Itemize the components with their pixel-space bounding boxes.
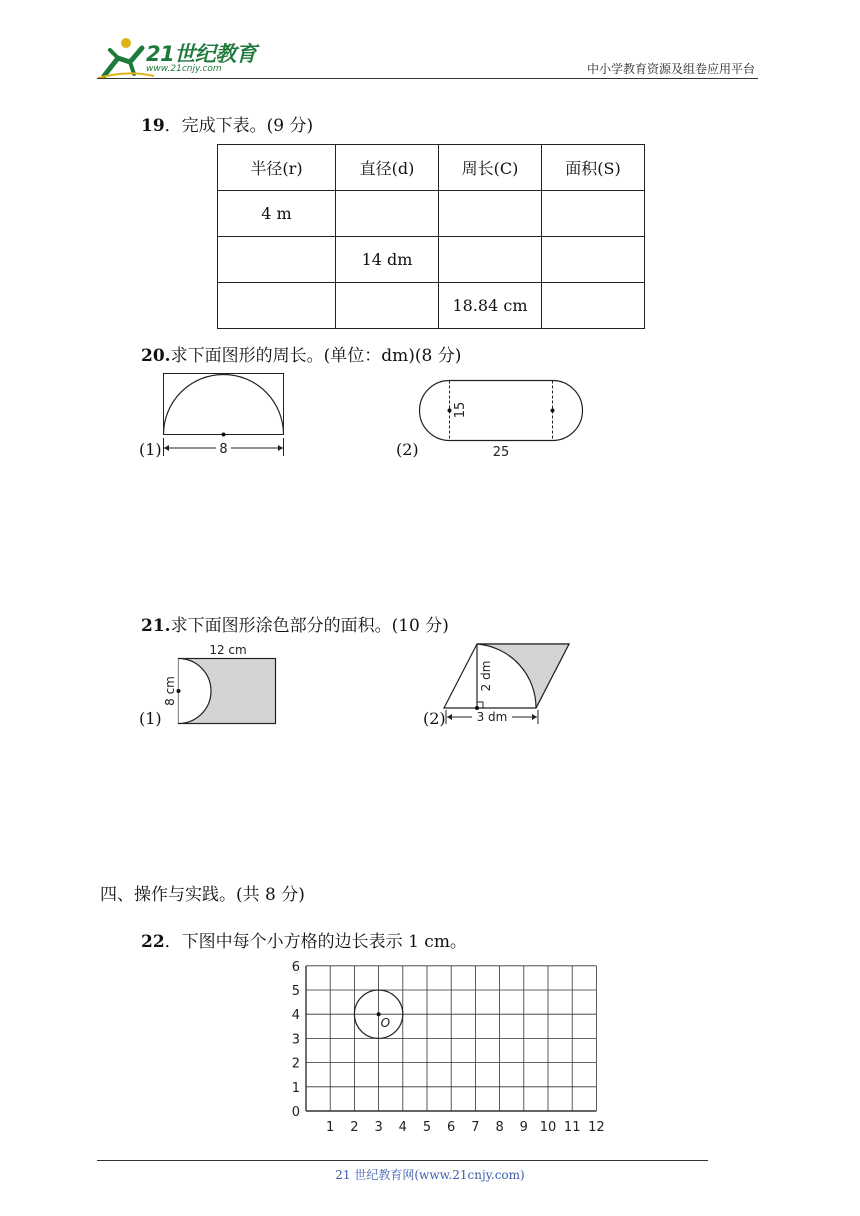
q22-text: ．下图中每个小方格的边长表示 1 cm。 <box>164 932 467 952</box>
y-axis-labels <box>292 960 300 1120</box>
table-header-row <box>218 145 645 191</box>
x-tick-label: 1 <box>326 1120 335 1135</box>
q20-text: 求下面图形的周长。(单位：dm)(8 分) <box>170 346 462 366</box>
table-cell[interactable] <box>439 191 542 237</box>
q20-title <box>141 341 461 366</box>
section-4-title: 四、操作与实践。(共 8 分) <box>100 885 305 905</box>
q20-number: 20. <box>141 346 171 366</box>
q20-semicircle-figure <box>158 368 292 460</box>
base-label: 3 dm <box>476 710 508 724</box>
table-cell[interactable]: 4 m <box>218 191 336 237</box>
x-tick-label: 9 <box>519 1120 528 1135</box>
q19-title <box>141 111 313 136</box>
q20-fig2-label: (2) <box>396 440 419 459</box>
table-cell[interactable] <box>218 237 336 283</box>
x-tick-label: 5 <box>422 1120 432 1135</box>
bounding-rect <box>164 374 284 435</box>
x-tick-label: 8 <box>495 1120 504 1135</box>
x-tick-label: 4 <box>398 1120 407 1135</box>
y-tick-label: 0 <box>291 1105 300 1120</box>
arrow-right-icon <box>278 445 283 451</box>
arrow-right-icon <box>532 714 537 720</box>
x-tick-label: 11 <box>563 1120 581 1135</box>
header-divider <box>97 78 758 79</box>
table-header-cell: 半径(r) <box>218 145 336 191</box>
table-cell[interactable] <box>218 283 336 329</box>
center-dot <box>177 689 181 693</box>
width-label: 12 cm <box>209 643 247 657</box>
q21-title <box>141 611 449 636</box>
height-label: 8 cm <box>163 676 177 706</box>
height-label: 15 <box>453 401 468 419</box>
q19-text: ．完成下表。(9 分) <box>164 116 314 136</box>
center-label: O <box>380 1016 391 1031</box>
x-tick-label: 12 <box>588 1120 605 1135</box>
table-cell[interactable] <box>439 237 542 283</box>
y-tick-label: 3 <box>291 1032 300 1048</box>
q20-fig1-label: (1) <box>139 440 162 459</box>
y-tick-label: 1 <box>291 1080 300 1096</box>
x-tick-label: 2 <box>350 1120 359 1135</box>
table-cell[interactable] <box>542 191 645 237</box>
q21-fig2-label: (2) <box>423 709 446 728</box>
table-header-cell: 面积(S) <box>542 145 645 191</box>
q22-grid <box>288 960 618 1140</box>
stadium-outline <box>420 381 583 441</box>
semicircle-arc <box>164 375 284 435</box>
q21-rect-figure <box>160 640 282 730</box>
y-tick-label: 6 <box>291 960 300 975</box>
table-row <box>218 283 645 329</box>
arrow-left-icon <box>447 714 452 720</box>
x-tick-label: 7 <box>471 1120 480 1135</box>
q20-stadium-figure <box>414 375 590 461</box>
y-tick-label: 2 <box>291 1056 300 1072</box>
x-tick-label: 6 <box>447 1120 456 1135</box>
x-tick-label: 3 <box>374 1120 383 1135</box>
center-dot <box>222 433 226 437</box>
q21-parallelogram-figure <box>440 640 574 730</box>
table-cell[interactable]: 14 dm <box>336 237 439 283</box>
q21-fig1-label: (1) <box>139 709 162 728</box>
q22-number: 22 <box>141 932 165 952</box>
grid-lines <box>306 966 596 1111</box>
length-label: 25 <box>492 445 510 460</box>
center-dot-left <box>448 409 452 413</box>
table-cell[interactable] <box>542 237 645 283</box>
x-axis-labels <box>326 1120 605 1135</box>
logo-text: 21世纪教育 <box>146 42 257 66</box>
footer-link[interactable]: 21 世纪教育网(www.21cnjy.com) <box>335 1168 525 1182</box>
dim-label: 8 <box>219 442 228 457</box>
q21-text: 求下面图形涂色部分的面积。(10 分) <box>170 616 449 636</box>
table-cell[interactable] <box>542 283 645 329</box>
arrow-left-icon <box>164 445 169 451</box>
header-title: 中小学教育资源及组卷应用平台 <box>586 62 755 76</box>
q22-title <box>141 927 467 952</box>
x-tick-label: 10 <box>539 1120 557 1135</box>
table-header-cell: 周长(C) <box>439 145 542 191</box>
logo-url: www.21cnjy.com <box>146 64 222 74</box>
height-label: 2 dm <box>479 660 493 692</box>
center-dot-right <box>551 409 555 413</box>
table-header-cell: 直径(d) <box>336 145 439 191</box>
table-cell[interactable] <box>336 191 439 237</box>
y-tick-label: 4 <box>291 1008 300 1024</box>
q21-number: 21. <box>141 616 171 636</box>
q19-number: 19 <box>141 116 165 136</box>
table-cell[interactable] <box>336 283 439 329</box>
footer-divider <box>97 1160 708 1161</box>
table-row <box>218 237 645 283</box>
y-tick-label: 5 <box>291 984 300 999</box>
table-row <box>218 191 645 237</box>
table-cell[interactable]: 18.84 cm <box>439 283 542 329</box>
q19-table <box>217 144 645 329</box>
